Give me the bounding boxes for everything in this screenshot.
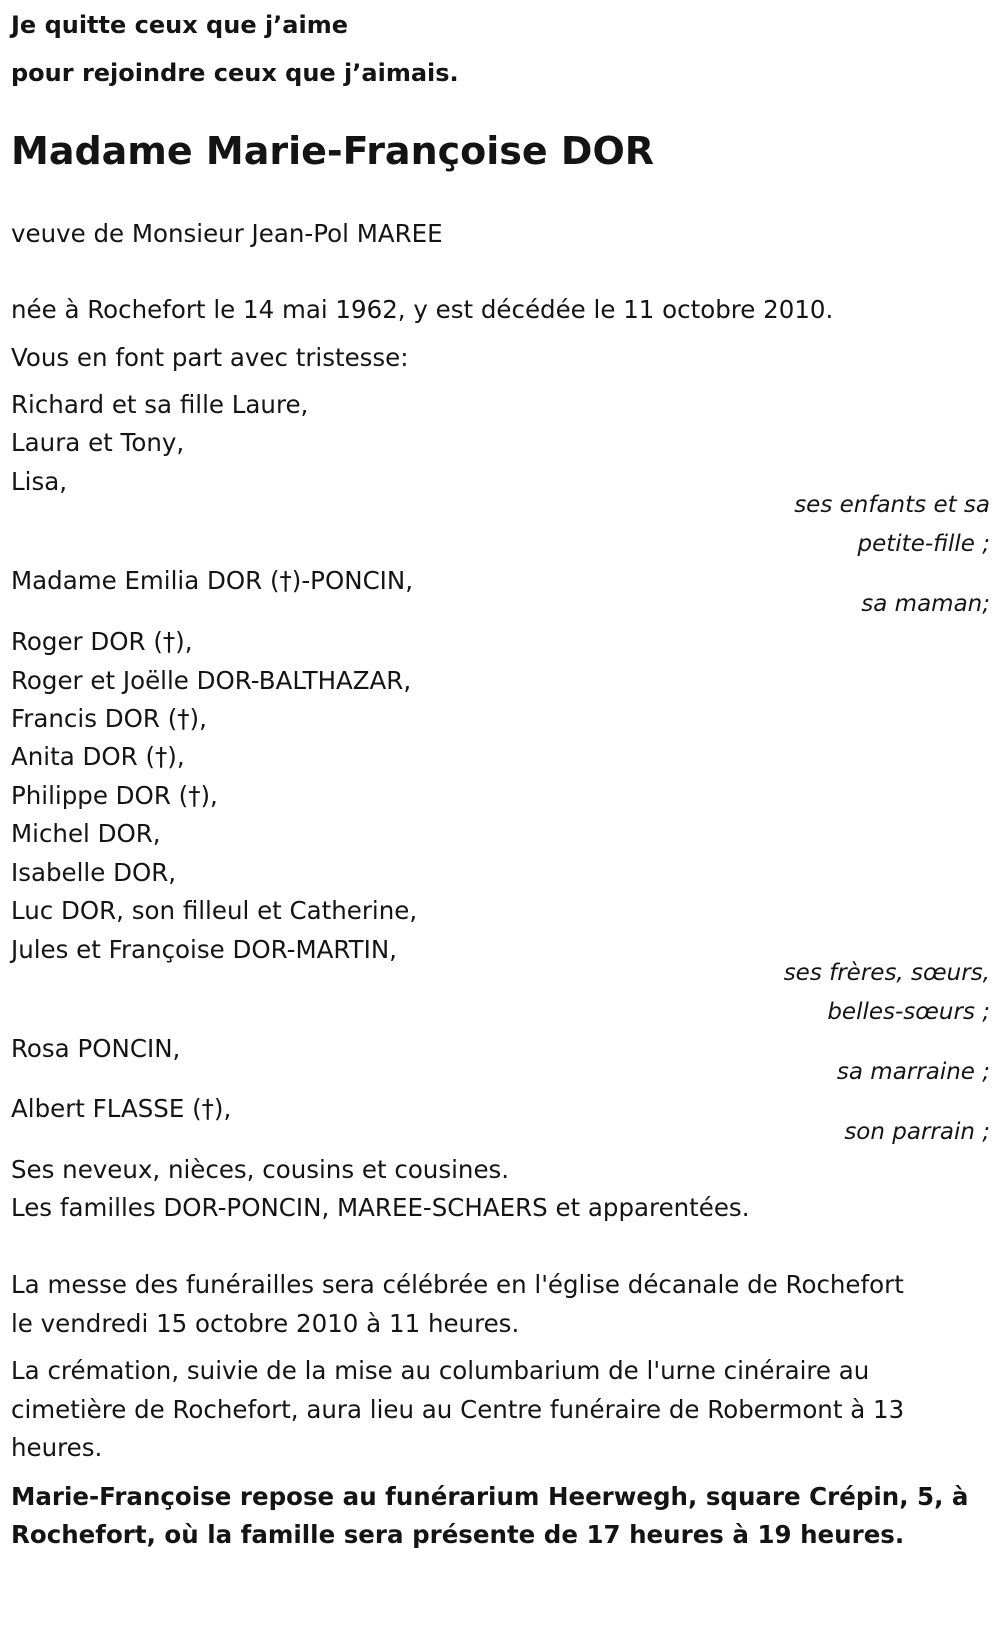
reposes-line-2: Rochefort, où la famille sera présente de 17 heures à 19 heures. — [11, 1520, 905, 1549]
cremation-line-2: cimetière de Rochefort, aura lieu au Centre funéraire de Robermont à 13 — [11, 1395, 905, 1424]
children-line-3: Lisa, — [11, 467, 68, 496]
epigraph-line-1: Je quitte ceux que j’aime — [11, 11, 349, 39]
reposes-line-1: Marie-Françoise repose au funérarium Heerwegh, square Crépin, 5, à — [11, 1482, 969, 1511]
deceased-name: Madame Marie-Françoise DOR — [11, 129, 655, 173]
sibling-line-8: Luc DOR, son filleul et Catherine, — [11, 896, 418, 925]
mother: Madame Emilia DOR (†)-PONCIN, — [11, 566, 414, 595]
godfather-role: son parrain ; — [844, 1119, 990, 1145]
epigraph-line-2: pour rejoindre ceux que j’aimais. — [11, 59, 459, 87]
relatives-line-1: Ses neveux, nièces, cousins et cousines. — [11, 1155, 510, 1184]
sibling-line-5: Philippe DOR (†), — [11, 781, 218, 810]
sibling-line-4: Anita DOR (†), — [11, 742, 185, 771]
mass-line-2: le vendredi 15 octobre 2010 à 11 heures. — [11, 1309, 520, 1338]
sibling-line-1: Roger DOR (†), — [11, 627, 193, 656]
mother-role: sa maman; — [861, 591, 990, 617]
born-died: née à Rochefort le 14 mai 1962, y est décédée le 11 octobre 2010. — [11, 295, 834, 324]
children-role-line-1: ses enfants et sa — [794, 492, 990, 518]
godmother-role: sa marraine ; — [836, 1059, 990, 1085]
godmother: Rosa PONCIN, — [11, 1034, 181, 1063]
sibling-line-2: Roger et Joëlle DOR-BALTHAZAR, — [11, 666, 412, 695]
siblings-role-line-1: ses frères, sœurs, — [783, 960, 990, 986]
sibling-line-3: Francis DOR (†), — [11, 704, 207, 733]
mass-line-1: La messe des funérailles sera célébrée en l'église décanale de Rochefort — [11, 1270, 904, 1299]
relatives-line-2: Les familles DOR-PONCIN, MAREE-SCHAERS et apparentées. — [11, 1193, 750, 1222]
children-role-line-2: petite-fille ; — [857, 531, 990, 557]
cremation-line-1: La crémation, suivie de la mise au columbarium de l'urne cinéraire au — [11, 1356, 870, 1385]
sibling-line-6: Michel DOR, — [11, 819, 161, 848]
sibling-line-9: Jules et Françoise DOR-MARTIN, — [11, 935, 397, 964]
announce-text: Vous en font part avec tristesse: — [11, 343, 409, 372]
sibling-line-7: Isabelle DOR, — [11, 858, 177, 887]
cremation-line-3: heures. — [11, 1433, 103, 1462]
children-line-2: Laura et Tony, — [11, 428, 185, 457]
siblings-role-line-2: belles-sœurs ; — [827, 999, 990, 1025]
widow-of: veuve de Monsieur Jean-Pol MAREE — [11, 219, 443, 248]
children-line-1: Richard et sa fille Laure, — [11, 390, 309, 419]
godfather: Albert FLASSE (†), — [11, 1094, 232, 1123]
